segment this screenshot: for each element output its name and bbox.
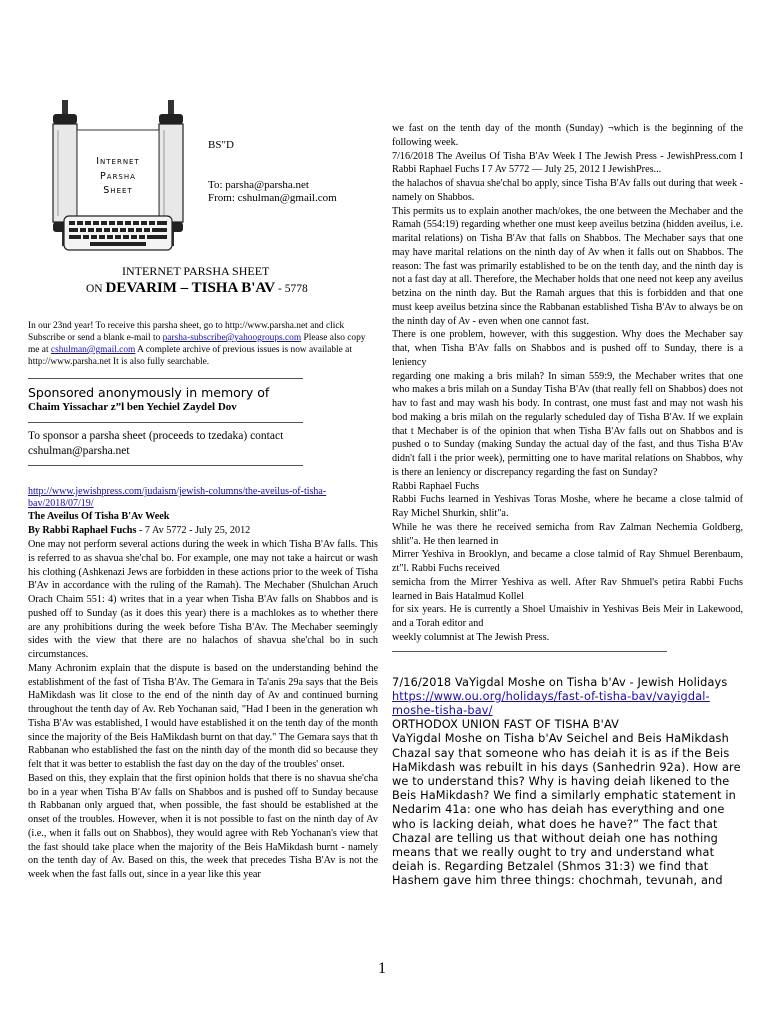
article-paragraph: This permits us to explain another mach/okes, the one between the Mechaber and the Ramah (554:19) regarding whether one must keep aveilus betzina (hidden aveilus, i.e. marital relations) on Tisha B'Av that falls on Shabbos. The Mechaber says that one may have marital relations on the ninth day of Av when it falls out on Shabbos. The reason: The fast was primarily established to be on the tenth day, and the ninth day is not a fast day at all. Therefore, the Mechaber holds that one need not keep any aveilus betzina on the ninth day. But the Ramah argues that this is forbidden and that one must keep aveilus betzina since the Rabbanan established Tisha B'Av to always be on the ninth day of Av - even when one cannot fast. xyxy=(392,205,743,327)
divider xyxy=(28,465,303,466)
article-paragraph: Based on this, they explain that the first opinion holds that there is no shavua she'cha bo in a year when Tisha B'Av falls on Shabbos and is pushed off to Sunday because th Rabbanan only argued that, when possible, the fast should be established at the onset of the troubles. However, when it is not possible to fast on the ninth day of Av (i.e., when it falls out on Shabbos), they would agree with Reb Yochanan's view that the fast should take place when the majority of the Beis HaMikdash burnt - namely on the tenth day of Av. Based on this, the week that precedes Tisha B'Av is not the week when the fast falls out, since in a year like this year xyxy=(28,772,378,880)
jewishpress-article-link[interactable]: http://www.jewishpress.com/judaism/jewish-columns/the-aveilus-of-tisha-bav/2018/07/19/ xyxy=(28,486,327,509)
logo-word-internet: Internet xyxy=(96,156,140,167)
divider xyxy=(28,422,303,423)
from-address: From: cshulman@gmail.com xyxy=(208,192,337,204)
right-column xyxy=(392,122,743,889)
article-paragraph: we fast on the tenth day of the month (Sunday) ¬which is the beginning of the following week. xyxy=(392,123,743,148)
print-header-line: 7/16/2018 The Aveilus Of Tisha B'Av Week I The Jewish Press - JewishPress.com I Rabbi Raphael Fuchs I 7 Av 5772 — July 25, 2012 I JewishPres... xyxy=(392,150,743,176)
ou-article-body: VaYigdal Moshe on Tisha b'Av Seichel and Beis HaMikdash Chazal say that someone who has deiah it is as if the Beis HaMikdash was rebuilt in his days (Sanhedrin 92a). How are we to understand this? Why is having deiah likened to the Beis HaMikdash? We find a similarly emphatic statement in Nedarim 41a: one who has deiah has everything and one who is lacking deiah, what does he have?” The fact that Chazal are telling us that without deiah one has nothing means that we really ought to try and understand what deiah is. Regarding Betzalel (Shmos 31:3) we find that Hashem gave him three things: chochmah, tevunah, and xyxy=(392,732,741,888)
parsha-year: - 5778 xyxy=(275,283,308,295)
author-bio-line: weekly columnist at The Jewish Press. xyxy=(392,631,550,643)
parsha-heading xyxy=(86,280,308,297)
parsha-on-label: ON xyxy=(86,283,103,295)
author-bio-line: semicha from the Mirrer Yeshiva as well. After Rav Shmuel's petira Rabbi Fuchs learned in Bais Hatalmud Kollel xyxy=(392,576,743,602)
sponsor-contact-line: To sponsor a parsha sheet (proceeds to tzedaka) contact xyxy=(28,430,284,442)
keyboard-icon xyxy=(64,216,172,250)
to-address: To: parsha@parsha.net xyxy=(208,179,309,191)
intro-paragraph xyxy=(28,320,378,368)
author-bio-line: Rabbi Fuchs learned in Yeshivas Toras Moshe, where he became a close talmid of Ray Michel Shurkin, shlit"a. xyxy=(392,494,743,519)
parsha-name: DEVARIM – TISHA B'AV xyxy=(105,280,276,296)
intro-text-2: Please also copy me at xyxy=(28,333,366,355)
ou-category-label: ORTHODOX UNION FAST OF TISHA B'AV xyxy=(392,718,619,732)
sponsor-contact-email: cshulman@parsha.net xyxy=(28,445,130,457)
article-paragraph: the halachos of shavua she'chal bo apply, since Tisha B'Av falls out during that week -namely on Shabbos. xyxy=(392,178,743,203)
article-paragraph: Many Achronim explain that the dispute is based on the understanding behind the establishment of the fast of Tisha B'Av. The Gemara in Ta'anis 29a says that the Beis HaMikdash was lit close to the end of the ninth day of Av and continued burning throughout the tenth day of Av. Reb Yochanan said, "Had I been in the generation wh Tisha B'Av was established, I would have established it on the tenth day of the month since the majority of the Beis HaMikdash burnt on that day." The Gemara says that th Rabbanan who established the fast on the ninth day of the month did so because they felt that it was better to establish the fast day on the day of the troubles' onset. xyxy=(28,662,378,770)
logo-word-sheet: Sheet xyxy=(103,185,133,196)
intro-text-3: A complete archive of previous issues is now available at http://www.parsha.net It is also fully searchable. xyxy=(28,345,352,367)
article-paragraph: There is one problem, however, with this suggestion. Why does the Mechaber say that, when Tisha B'Av falls on Shabbos and is pushed off to Sunday, there is a leniency xyxy=(392,329,743,368)
author-bio-line: Mirrer Yeshiva in Brooklyn, and became a close talmid of Ray Shmuel Berenbaum, zt"l. Rabbi Fuchs received xyxy=(392,549,743,574)
sheet-title: INTERNET PARSHA SHEET xyxy=(122,264,270,278)
sponsor-honoree: Chaim Yissachar z”l ben Yechiel Zaydel Dov xyxy=(28,401,237,413)
author-name: Rabbi Raphael Fuchs xyxy=(392,480,480,492)
divider xyxy=(28,378,303,379)
page-number: 1 xyxy=(378,960,386,977)
internet-parsha-sheet-logo xyxy=(38,100,208,265)
left-column xyxy=(28,320,378,882)
subscribe-email-link[interactable]: parsha-subscribe@yahoogroups.com xyxy=(162,333,302,343)
byline-date: - 7 Av 5772 - July 25, 2012 xyxy=(136,525,251,536)
article-paragraph: One may not perform several actions during the week in which Tisha B'Av falls. This is referred to as shavua she'chal bo. For example, one may not take a haircut or wash his clothing (Ashkenazi Jews are forbidden in these actions prior to the week of Tisha B'Av in accordance with the ruling of the Ramah). The Mechaber (Shulchan Aruch Orach Chaim 551: 4) writes that in a year when Tisha B'Av falls on Shabbos and is pushed off to Sunday (as it does this year) there is a machlokes as to whether there are any prohibitions during the week before Tisha B'Av. The Mechaber seemingly sides with the view that there are no halachos of shavua she'chal bo in such circumstances. xyxy=(28,539,378,660)
divider xyxy=(392,651,667,652)
sponsor-heading: Sponsored anonymously in memory of xyxy=(28,385,270,400)
ou-article-link[interactable]: https://www.ou.org/holidays/fast-of-tisha-bav/vayigdal-moshe-tisha-bav/ xyxy=(392,689,710,717)
article-paragraph: regarding one making a bris milah? In siman 559:9, the Mechaber writes that one who makes a bris milah on a Sunday Tisha B'Av (that really fell on Shabbos) does not hav to fast and may wash his body. In contrast, one must fast and may not wash his bod making a bris milah on the regularly scheduled day of Tisha B'Av. If we explain that t Mechaber is of the opinion that when Tisha B'Av falls out on Shabbos and is pushed o to Sunday (making Sunday the actual day of the fast, and thus Tisha B'Av didn't fall i the prior week), permitting one to have marital relations on Shabbos, why is there an leniency or discrepancy regarding the fast on Sunday? xyxy=(392,370,743,478)
ou-article xyxy=(392,676,743,889)
article-byline xyxy=(28,524,378,538)
author-bio-line: for six years. He is currently a Shoel Umaishiv in Yeshivas Beis Meir in Lakewood, and a Torah editor and xyxy=(392,604,743,629)
article-title: The Aveilus Of Tisha B'Av Week xyxy=(28,511,170,522)
contact-email-link[interactable]: cshulman@gmail.com xyxy=(50,345,136,355)
ou-print-header: 7/16/2018 VaYigdal Moshe on Tisha b'Av - Jewish Holidays xyxy=(392,675,728,689)
logo-word-parsha: Parsha xyxy=(100,170,136,182)
intro-text-1: In our 23nd year! To receive this parsha sheet, go to http://www.parsha.net and click Subscribe or send a blank e-mail to xyxy=(28,321,345,343)
byline-author: By Rabbi Raphael Fuchs xyxy=(28,525,137,536)
author-bio-line: While he was there he received semicha from Rav Zalman Nechemia Goldberg, shlit"a. He then learned in xyxy=(392,521,743,547)
bsd-mark: BS"D xyxy=(208,139,234,151)
